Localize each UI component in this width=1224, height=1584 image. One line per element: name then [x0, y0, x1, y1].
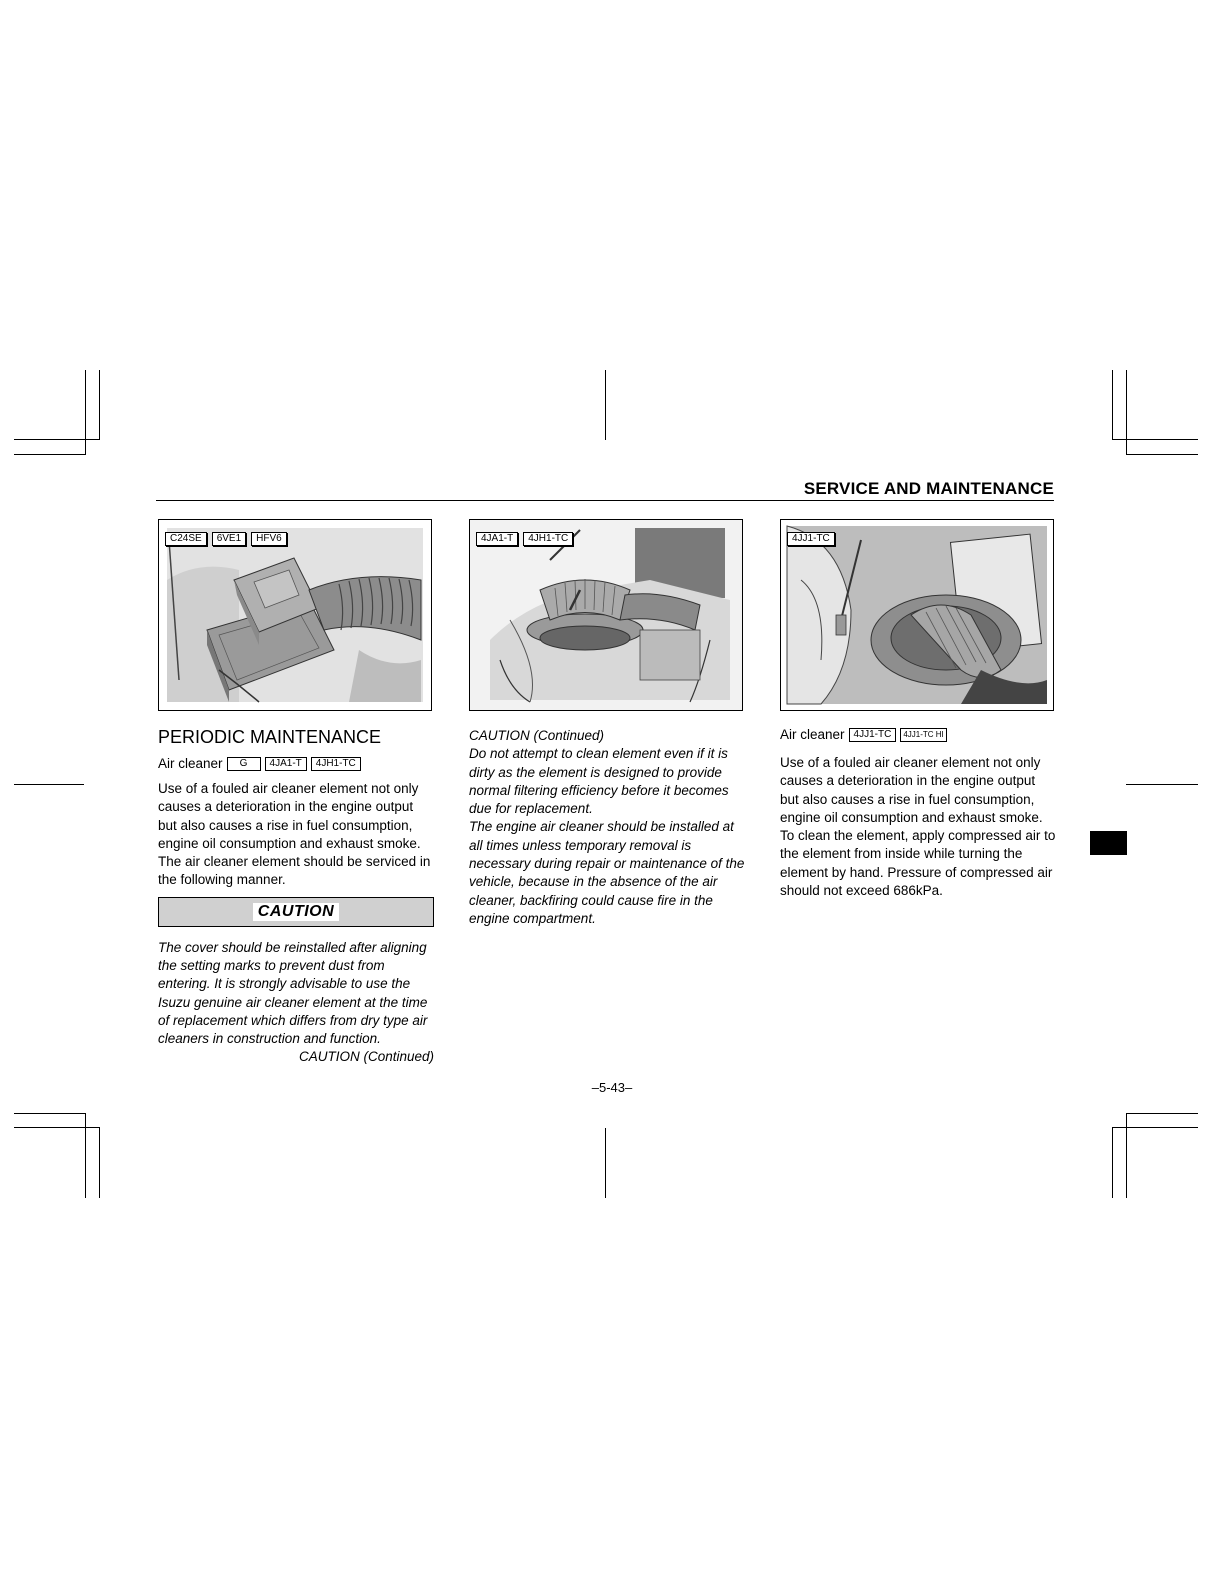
figure-air-cleaner-c24se — [158, 519, 432, 711]
crop-mark — [605, 370, 606, 440]
figure-air-cleaner-4ja1 — [469, 519, 743, 711]
crop-mark — [605, 1128, 606, 1198]
crop-mark — [1126, 1113, 1127, 1198]
crop-mark — [1126, 784, 1198, 785]
engine-tag: 4JH1-TC — [311, 757, 361, 771]
engine-tag: 4JJ1-TC — [787, 532, 835, 546]
engine-tag: HFV6 — [251, 532, 287, 546]
caution-continued: CAUTION (Continued) — [298, 1048, 434, 1064]
crop-mark — [14, 784, 84, 785]
subhead-air-cleaner — [780, 727, 1056, 742]
subhead-label: Air cleaner — [158, 756, 223, 771]
chapter-tab — [1090, 831, 1127, 855]
engine-tag: 4JJ1-TC HI — [900, 728, 946, 742]
engine-illustration — [470, 520, 742, 710]
body-paragraph: Use of a fouled air cleaner element not only causes a deterioration in the engine output but also causes a rise in fuel consumption, engine oil consumption and exhaust smoke. The air cleaner element should be serviced in the following manner. — [158, 781, 431, 888]
caution-label: CAUTION — [253, 903, 339, 921]
column-1 — [158, 727, 434, 1064]
crop-mark — [14, 439, 100, 440]
caution-text: The cover should be reinstalled after aligning the setting marks to prevent dust from entering. It is strongly advisable to use the Isuzu genuine air cleaner element at the time of replacement which differs from dry type air cleaners in construction and function. — [158, 939, 428, 1047]
engine-tag: 4JA1-T — [265, 757, 307, 771]
crop-mark — [1126, 454, 1198, 455]
crop-mark — [1112, 370, 1113, 440]
page-heading: PERIODIC MAINTENANCE — [158, 727, 382, 747]
crop-mark — [14, 454, 86, 455]
engine-illustration — [159, 520, 431, 710]
engine-tag: 4JJ1-TC — [849, 728, 897, 742]
crop-mark — [85, 370, 86, 455]
engine-tag: C24SE — [165, 532, 207, 546]
subhead-air-cleaner — [158, 756, 434, 771]
crop-mark — [1112, 1127, 1198, 1128]
crop-mark — [1112, 1127, 1113, 1198]
crop-mark — [1126, 1113, 1198, 1114]
figure-air-cleaner-4jj1 — [780, 519, 1054, 711]
engine-tag: 4JH1-TC — [523, 532, 573, 546]
engine-tag: 4JA1-T — [476, 532, 518, 546]
caution-paragraph: The engine air cleaner should be installed at all times unless temporary removal is necessary during repair or maintenance of the vehicle, because in the absence of the air cleaner, backfiring could cause fire in the engine compartment. — [469, 819, 745, 926]
engine-tag-row — [787, 532, 835, 546]
crop-mark — [99, 1127, 100, 1198]
column-3 — [780, 727, 1056, 900]
crop-mark — [85, 1113, 86, 1198]
crop-mark — [14, 1113, 86, 1114]
crop-mark — [1112, 439, 1198, 440]
caution-box — [158, 897, 434, 927]
crop-mark — [99, 370, 100, 440]
header-rule — [156, 500, 1054, 501]
engine-tag-row — [165, 532, 287, 546]
page-number: –5-43– — [591, 1080, 633, 1095]
engine-illustration — [781, 520, 1053, 710]
caution-paragraph: Do not attempt to clean element even if it is dirty as the element is designed to provide normal filtering efficiency before it becomes due for replacement. — [469, 746, 729, 817]
engine-tag: G — [227, 757, 261, 771]
caution-continued-heading: CAUTION (Continued) — [469, 728, 605, 743]
section-title: SERVICE AND MAINTENANCE — [803, 479, 1054, 498]
body-paragraph: Use of a fouled air cleaner element not only causes a deterioration in the engine output but also causes a rise in fuel consumption, engine oil consumption and exhaust smoke. To clean the element, apply compressed air to the element from inside while turning the element by hand. Pressure of compressed air should not exceed 686kPa. — [780, 755, 1056, 899]
subhead-label: Air cleaner — [780, 727, 845, 742]
engine-tag-row — [476, 532, 573, 546]
column-2 — [469, 727, 745, 928]
crop-mark — [14, 1127, 100, 1128]
engine-tag: 6VE1 — [212, 532, 246, 546]
crop-mark — [1126, 370, 1127, 455]
